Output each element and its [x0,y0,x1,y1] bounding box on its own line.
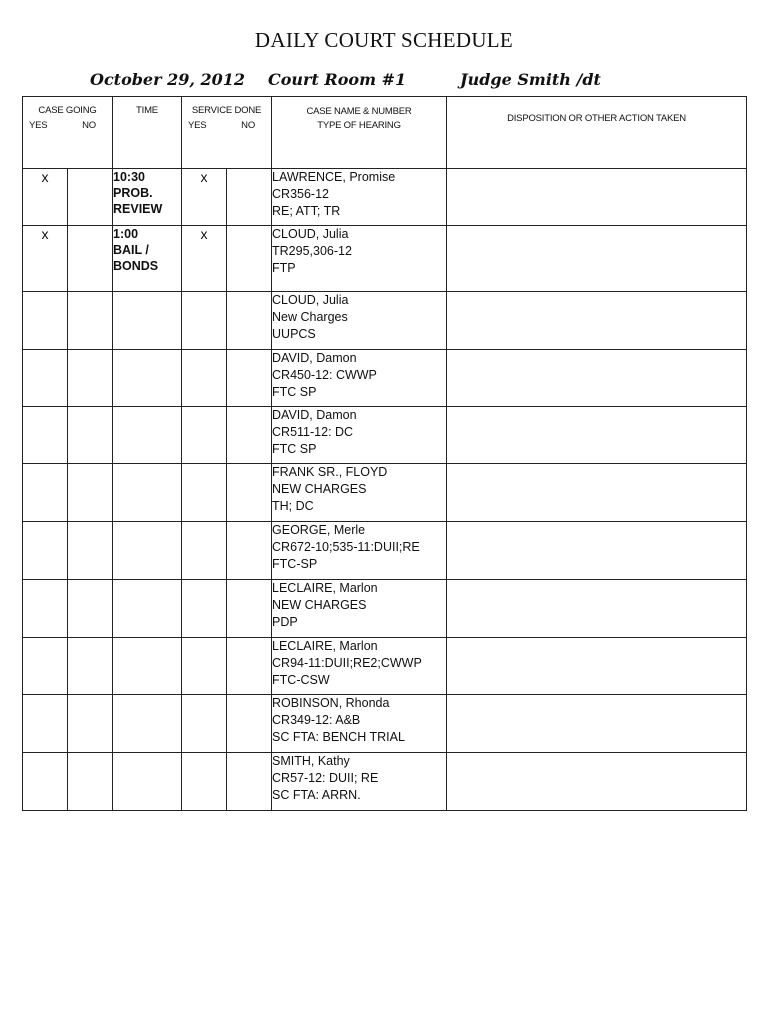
case-going-yes-cell [23,407,68,464]
service-done-no-cell [227,753,272,811]
table-row [23,753,747,811]
disposition-cell[interactable] [447,580,747,638]
case-line: LAWRENCE, Promise [272,170,396,184]
case-line: RE; ATT; TR [272,204,341,218]
service-done-no-cell [227,169,272,226]
time-cell [113,407,182,464]
case-going-no-cell [68,522,113,580]
service-done-no-cell [227,464,272,522]
case-line: FTP [272,261,296,275]
disposition-cell[interactable] [447,638,747,695]
case-line: NEW CHARGES [272,598,367,612]
service-done-no-cell [227,638,272,695]
case-line: LECLAIRE, Marlon [272,639,378,653]
service-done-yes-cell [182,464,227,522]
case-line: PDP [272,615,298,629]
disposition-cell[interactable] [447,464,747,522]
case-line: CLOUD, Julia [272,293,349,307]
case-line: FTC-CSW [272,673,330,687]
service-done-yes-cell [182,522,227,580]
case-line: FTC-SP [272,557,318,571]
case-line: CR57-12: DUII; RE [272,771,379,785]
case-going-label: CASE GOING [38,105,97,116]
case-cell [272,464,447,522]
service-done-yes-cell [182,407,227,464]
disposition-cell[interactable] [447,169,747,226]
case-name-header-line2: TYPE OF HEARING [317,120,401,131]
table-row [23,695,747,753]
case-cell [272,638,447,695]
service-done-no-cell [227,407,272,464]
service-done-no-cell [227,350,272,407]
table-row [23,292,747,350]
service-done-yes-cell: x [182,226,227,292]
time-header: TIME [113,97,182,169]
table-row [23,464,747,522]
table-row [23,407,747,464]
table-row [23,522,747,580]
case-going-yes-label: YES [29,120,48,131]
case-line: New Charges [272,310,348,324]
table-row [23,169,747,226]
time-line: 1:00 [113,227,139,241]
case-cell [272,522,447,580]
case-going-no-cell [68,638,113,695]
case-cell [272,695,447,753]
case-going-no-label: NO [82,120,96,131]
case-going-no-cell [68,695,113,753]
case-going-no-cell [68,292,113,350]
case-line: SMITH, Kathy [272,754,350,768]
case-going-yes-cell [23,695,68,753]
time-line: REVIEW [113,202,163,216]
case-cell [272,753,447,811]
service-done-header [182,97,272,169]
disposition-cell[interactable] [447,226,747,292]
case-line: CR349-12: A&B [272,713,361,727]
case-going-header [23,97,113,169]
court-room: Court Room #1 [268,70,407,89]
table-row [23,580,747,638]
service-done-yes-cell [182,292,227,350]
disposition-header: DISPOSITION OR OTHER ACTION TAKEN [447,97,747,169]
service-done-yes-cell [182,695,227,753]
case-line: TH; DC [272,499,314,513]
case-line: SC FTA: ARRN. [272,788,361,802]
case-going-no-cell [68,407,113,464]
service-done-yes-cell [182,350,227,407]
time-cell [113,292,182,350]
service-done-yes-cell [182,753,227,811]
time-line: BAIL / [113,243,149,257]
service-done-yes-cell: x [182,169,227,226]
time-cell [113,753,182,811]
time-line: PROB. [113,186,153,200]
disposition-cell[interactable] [447,407,747,464]
header-row [23,97,747,169]
document-title: DAILY COURT SCHEDULE [254,28,514,52]
time-cell [113,638,182,695]
case-going-yes-cell: x [23,226,68,292]
case-cell [272,292,447,350]
time-line: 10:30 [113,170,145,184]
case-cell [272,407,447,464]
judge-name: Judge Smith /dt [460,70,601,89]
case-line: DAVID, Damon [272,408,357,422]
case-line: NEW CHARGES [272,482,367,496]
case-name-header [272,97,447,169]
disposition-cell[interactable] [447,522,747,580]
case-line: GEORGE, Merle [272,523,366,537]
service-done-no-cell [227,695,272,753]
case-going-yes-cell [23,464,68,522]
case-line: CLOUD, Julia [272,227,349,241]
case-line: SC FTA: BENCH TRIAL [272,730,405,744]
table-row [23,350,747,407]
time-cell [113,169,182,226]
case-line: TR295,306-12 [272,244,352,258]
case-line: CR356-12 [272,187,329,201]
case-line: FTC SP [272,385,317,399]
case-going-yes-cell [23,292,68,350]
case-line: CR450-12: CWWP [272,368,377,382]
service-done-yes-cell [182,638,227,695]
case-going-no-cell [68,169,113,226]
case-going-yes-cell [23,350,68,407]
case-line: DAVID, Damon [272,351,357,365]
case-line: ROBINSON, Rhonda [272,696,390,710]
time-line: BONDS [113,259,159,273]
case-going-no-cell [68,580,113,638]
time-cell [113,695,182,753]
case-line: FRANK SR., FLOYD [272,465,388,479]
case-going-yes-cell [23,580,68,638]
case-going-no-cell [68,753,113,811]
disposition-cell[interactable] [447,753,747,811]
case-line: LECLAIRE, Marlon [272,581,378,595]
case-cell [272,226,447,292]
case-cell [272,350,447,407]
case-going-no-cell [68,464,113,522]
table-row [23,226,747,292]
time-cell [113,464,182,522]
service-done-no-cell [227,226,272,292]
time-cell [113,226,182,292]
table-row [23,638,747,695]
case-line: UUPCS [272,327,316,341]
case-line: CR94-11:DUII;RE2;CWWP [272,656,422,670]
case-line: FTC SP [272,442,317,456]
schedule-table [22,96,747,811]
disposition-cell[interactable] [447,292,747,350]
case-going-yes-cell: x [23,169,68,226]
service-done-yes-label: YES [188,120,207,131]
case-going-no-cell [68,350,113,407]
service-done-label: SERVICE DONE [191,105,262,116]
service-done-no-cell [227,292,272,350]
case-name-header-line1: CASE NAME & NUMBER [306,106,412,117]
time-cell [113,580,182,638]
service-done-no-cell [227,580,272,638]
disposition-cell[interactable] [447,350,747,407]
schedule-date: October 29, 2012 [90,70,246,89]
case-line: CR672-10;535-11:DUII;RE [272,540,420,554]
service-done-no-cell [227,522,272,580]
time-cell [113,522,182,580]
time-cell [113,350,182,407]
case-going-yes-cell [23,638,68,695]
case-going-yes-cell [23,522,68,580]
case-cell [272,580,447,638]
case-going-no-cell [68,226,113,292]
service-done-yes-cell [182,580,227,638]
service-done-no-label: NO [241,120,256,131]
case-cell [272,169,447,226]
case-going-yes-cell [23,753,68,811]
case-line: CR511-12: DC [272,425,354,439]
disposition-cell[interactable] [447,695,747,753]
